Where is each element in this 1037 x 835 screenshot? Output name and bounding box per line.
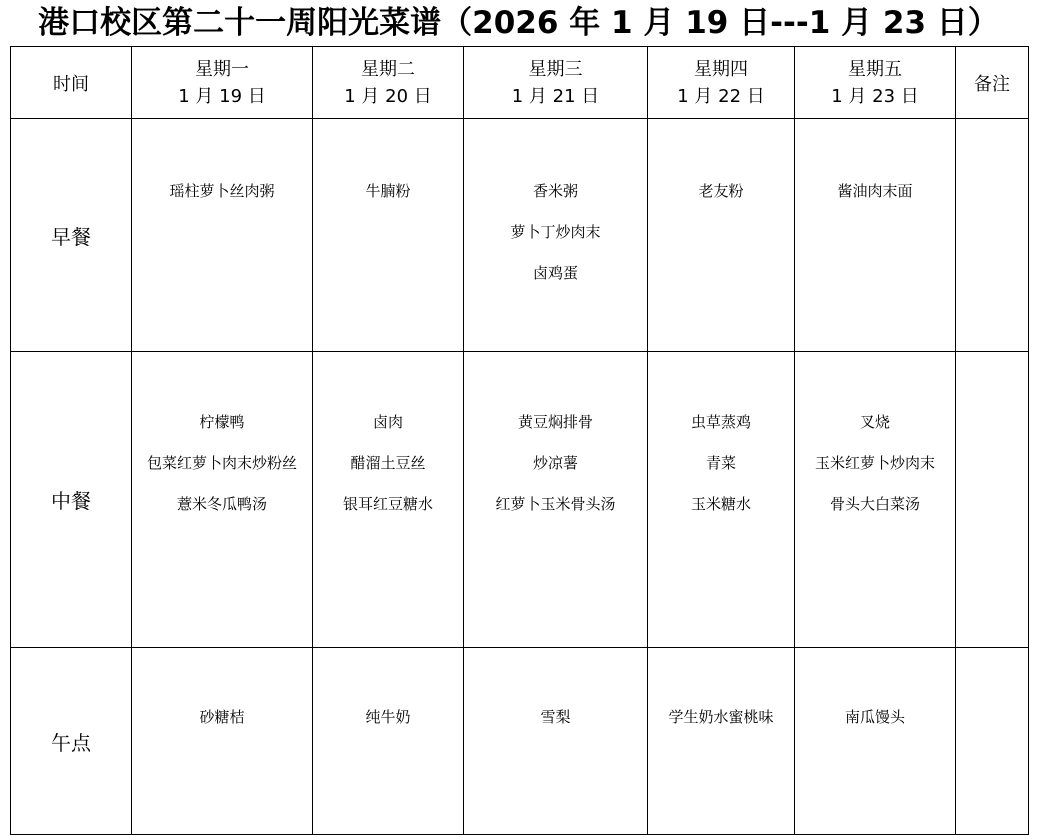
menu-cell xyxy=(132,352,313,648)
date-label: 1 月 23 日 xyxy=(831,85,919,107)
menu-cell xyxy=(464,648,648,835)
menu-cell xyxy=(795,648,956,835)
dish-item: 骨头大白菜汤 xyxy=(829,495,920,513)
dish-item: 炒凉薯 xyxy=(532,454,578,472)
menu-cell xyxy=(464,119,648,352)
note-cell xyxy=(956,648,1029,835)
menu-cell xyxy=(648,648,795,835)
page-title: 港口校区第二十一周阳光菜谱（2026 年 1 月 19 日---1 月 23 日） xyxy=(38,5,999,41)
menu-cell xyxy=(132,119,313,352)
menu-cell xyxy=(648,352,795,648)
weekday-label: 星期二 xyxy=(361,58,415,80)
weekday-label: 星期五 xyxy=(848,58,902,80)
snack-row xyxy=(11,648,1029,835)
dish-item: 砂糖桔 xyxy=(199,708,245,726)
weekday-label: 星期四 xyxy=(694,58,748,80)
dish-item: 萝卜丁炒肉末 xyxy=(510,223,601,241)
dish-item: 瑶柱萝卜丝肉粥 xyxy=(169,182,275,200)
dish-item: 叉烧 xyxy=(859,413,890,431)
meal-label-snack: 午点 xyxy=(11,648,132,835)
menu-cell xyxy=(648,119,795,352)
dish-item: 学生奶水蜜桃味 xyxy=(668,708,774,726)
date-label: 1 月 20 日 xyxy=(344,85,432,107)
meal-label-breakfast: 早餐 xyxy=(11,119,132,352)
header-day-thu xyxy=(648,47,795,119)
dish-item: 卤肉 xyxy=(372,413,403,431)
dish-item: 南瓜馒头 xyxy=(844,708,905,726)
dish-item: 玉米红萝卜炒肉末 xyxy=(814,454,935,472)
dish-item: 红萝卜玉米骨头汤 xyxy=(495,495,616,513)
menu-cell xyxy=(132,648,313,835)
header-day-wed xyxy=(464,47,648,119)
dish-item: 薏米冬瓜鸭汤 xyxy=(176,495,267,513)
note-cell xyxy=(956,352,1029,648)
dish-item: 卤鸡蛋 xyxy=(532,264,578,282)
menu-cell xyxy=(795,352,956,648)
header-row xyxy=(11,47,1029,119)
menu-table xyxy=(10,46,1029,835)
dish-item: 柠檬鸭 xyxy=(199,413,245,431)
date-label: 1 月 19 日 xyxy=(178,85,266,107)
weekday-label: 星期一 xyxy=(195,58,249,80)
date-label: 1 月 21 日 xyxy=(511,85,600,107)
breakfast-row xyxy=(11,119,1029,352)
dish-item: 老友粉 xyxy=(698,182,744,200)
header-time: 时间 xyxy=(11,47,132,119)
dish-item: 包菜红萝卜肉末炒粉丝 xyxy=(146,454,297,472)
dish-item: 虫草蒸鸡 xyxy=(690,413,751,431)
dish-item: 玉米糖水 xyxy=(690,495,751,513)
header-note: 备注 xyxy=(956,47,1029,119)
dish-item: 牛腩粉 xyxy=(365,182,411,200)
dish-item: 黄豆焖排骨 xyxy=(517,413,593,431)
menu-cell xyxy=(795,119,956,352)
menu-cell xyxy=(464,352,648,648)
date-label: 1 月 22 日 xyxy=(677,85,765,107)
dish-item: 醋溜土豆丝 xyxy=(350,454,426,472)
dish-item: 纯牛奶 xyxy=(365,708,411,726)
header-day-fri xyxy=(795,47,956,119)
dish-item: 香米粥 xyxy=(532,182,578,200)
dish-item: 青菜 xyxy=(705,454,736,472)
dish-item: 酱油肉末面 xyxy=(837,182,913,200)
meal-label-lunch: 中餐 xyxy=(11,352,132,648)
lunch-row xyxy=(11,352,1029,648)
dish-item: 雪梨 xyxy=(540,708,571,726)
dish-item: 银耳红豆糖水 xyxy=(342,495,433,513)
note-cell xyxy=(956,119,1029,352)
header-day-mon xyxy=(132,47,313,119)
menu-cell xyxy=(313,119,464,352)
weekday-label: 星期三 xyxy=(528,58,583,80)
menu-cell xyxy=(313,352,464,648)
header-day-tue xyxy=(313,47,464,119)
menu-cell xyxy=(313,648,464,835)
